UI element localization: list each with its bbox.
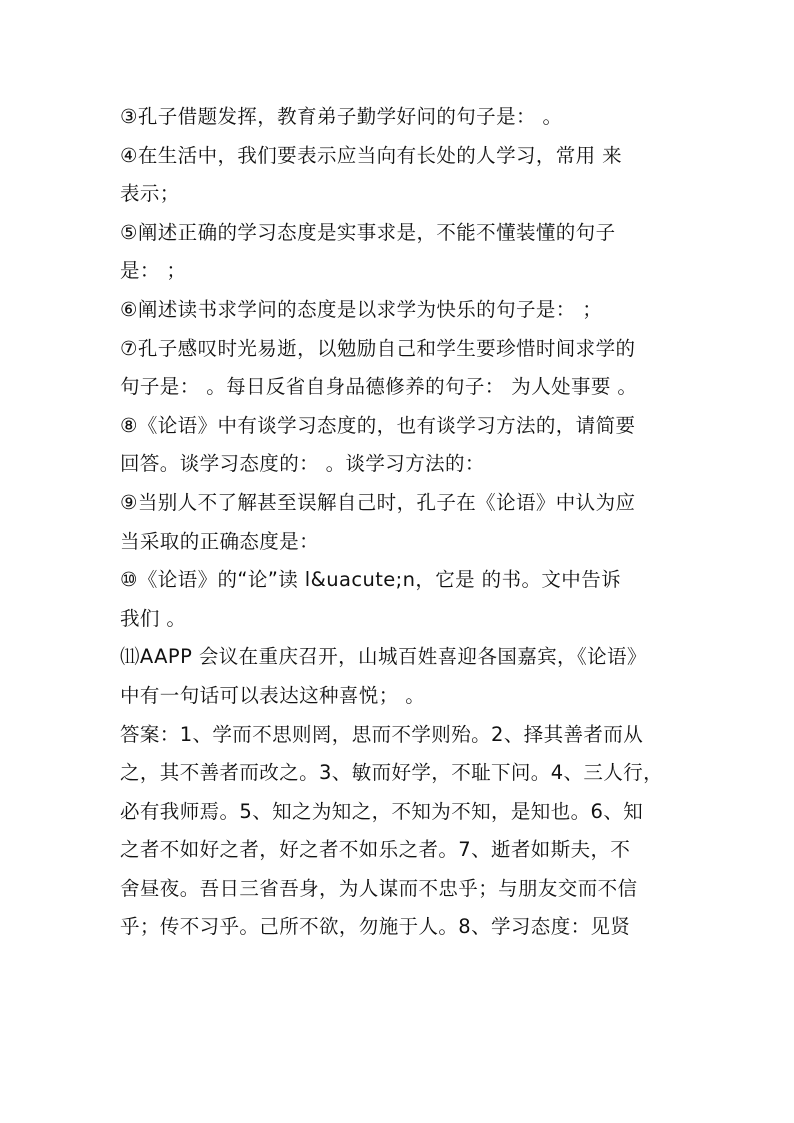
answer-line: 必有我师焉。5、知之为知之，不知为不知，是知也。6、知 (120, 799, 644, 823)
text-line: 中有一句话可以表达这种喜悦； 。 (120, 683, 426, 707)
text-line: 我们 。 (120, 606, 187, 630)
text-line: 句子是： 。每日反省自身品德修养的句子： 为人处事要 。 (120, 375, 638, 399)
text-line: ⑾AAPP 会议在重庆召开，山城百姓喜迎各国嘉宾，《论语》 (120, 645, 647, 669)
text-line: ⑤阐述正确的学习态度是实事求是，不能不懂装懂的句子 (120, 220, 616, 244)
document-body (120, 98, 680, 947)
answer-line: 答案：1、学而不思则罔，思而不学则殆。2、择其善者而从 (120, 722, 644, 746)
text-line: 是： ； (120, 259, 187, 283)
text-line: ③孔子借题发挥，教育弟子勤学好问的句子是： 。 (120, 105, 563, 128)
answer-line: 之者不如好之者，好之者不如乐之者。7、逝者如斯夫，不 (120, 838, 631, 862)
text-line: ⑥阐述读书求学问的态度是以求学为快乐的句子是： ； (120, 297, 603, 321)
text-line: 表示； (120, 182, 180, 206)
text-line: 当采取的正确态度是： (120, 529, 320, 553)
text-line: ⑩《论语》的“论”读 l&uacute;n，它是 的书。文中告诉 (120, 568, 621, 592)
text-line: ④在生活中，我们要表示应当向有长处的人学习，常用 来 (120, 143, 623, 167)
text-line: ⑨当别人不了解甚至误解自己时，孔子在《论语》中认为应 (120, 490, 636, 514)
text-line: ⑧《论语》中有谈学习态度的，也有谈学习方法的，请简要 (120, 413, 636, 437)
text-line: ⑦孔子感叹时光易逝，以勉励自己和学生要珍惜时间求学的 (120, 336, 636, 360)
text-line: 回答。谈学习态度的： 。谈学习方法的： (120, 452, 485, 476)
answer-line: 乎；传不习乎。己所不欲，勿施于人。8、学习态度：见贤 (120, 915, 631, 939)
answer-line: 之，其不善者而改之。3、敏而好学，不耻下问。4、三人行， (120, 761, 664, 785)
answer-line: 舍昼夜。吾日三省吾身，为人谋而不忠乎；与朋友交而不信 (120, 876, 638, 900)
